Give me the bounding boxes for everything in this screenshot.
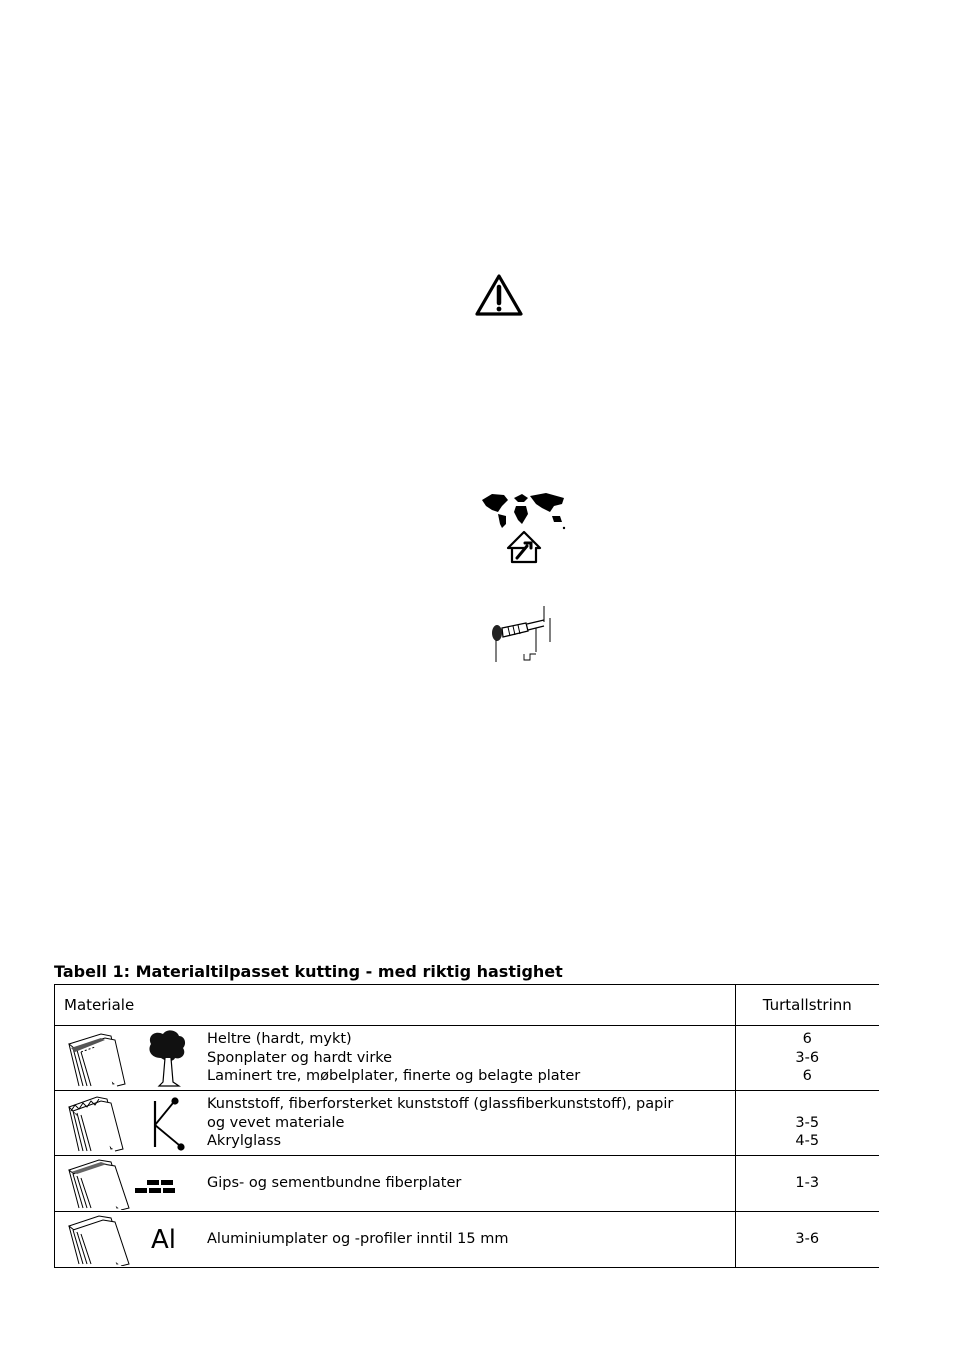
speed-value: 3-6 (795, 1231, 820, 1248)
material-line: Sponplater og hardt virke (207, 1049, 393, 1066)
material-line: Heltre (hardt, mykt) (207, 1031, 352, 1048)
speed-value: 3-5 (795, 1114, 820, 1131)
material-line: Akrylglass (207, 1133, 282, 1150)
world-map-service-icon (478, 490, 570, 564)
speed-value: 6 (802, 1068, 812, 1085)
material-line: og vevet materiale (207, 1114, 345, 1131)
speed-value: 6 (802, 1031, 812, 1048)
table-row (55, 1026, 879, 1091)
material-line: Kunststoff, fiberforsterket kunststoff (glassfiberkunststoff), papir (207, 1096, 674, 1113)
table-row (55, 1156, 879, 1212)
material-line: Laminert tre, møbelplater, finerte og belagte plater (207, 1068, 581, 1085)
table-row (55, 1212, 879, 1268)
fiber-board-bricks-icon (55, 1158, 205, 1210)
header-material: Materiale (55, 985, 736, 1026)
speed-value: 3-6 (795, 1049, 820, 1066)
speed-value: 1-3 (795, 1175, 820, 1192)
aluminium-symbol: Al (151, 1224, 177, 1255)
speed-value: 4-5 (795, 1133, 820, 1150)
drill-bit-icon (486, 606, 562, 666)
warning-triangle-icon (474, 272, 524, 318)
material-speed-table (54, 984, 879, 1268)
speed-value (736, 1095, 879, 1114)
aluminium-sheets-icon (55, 1214, 205, 1266)
wood-boards-tree-icon (55, 1028, 205, 1088)
table-header-row (55, 985, 879, 1026)
material-line: Aluminiumplater og -profiler inntil 15 mm (207, 1231, 509, 1248)
table-row (55, 1091, 879, 1156)
header-speed: Turtallstrinn (736, 985, 879, 1026)
material-line: Gips- og sementbundne fiberplater (207, 1175, 462, 1192)
table-caption: Tabell 1: Materialtilpasset kutting - med riktig hastighet (54, 962, 563, 981)
plastic-sheets-molecule-icon (55, 1093, 205, 1153)
